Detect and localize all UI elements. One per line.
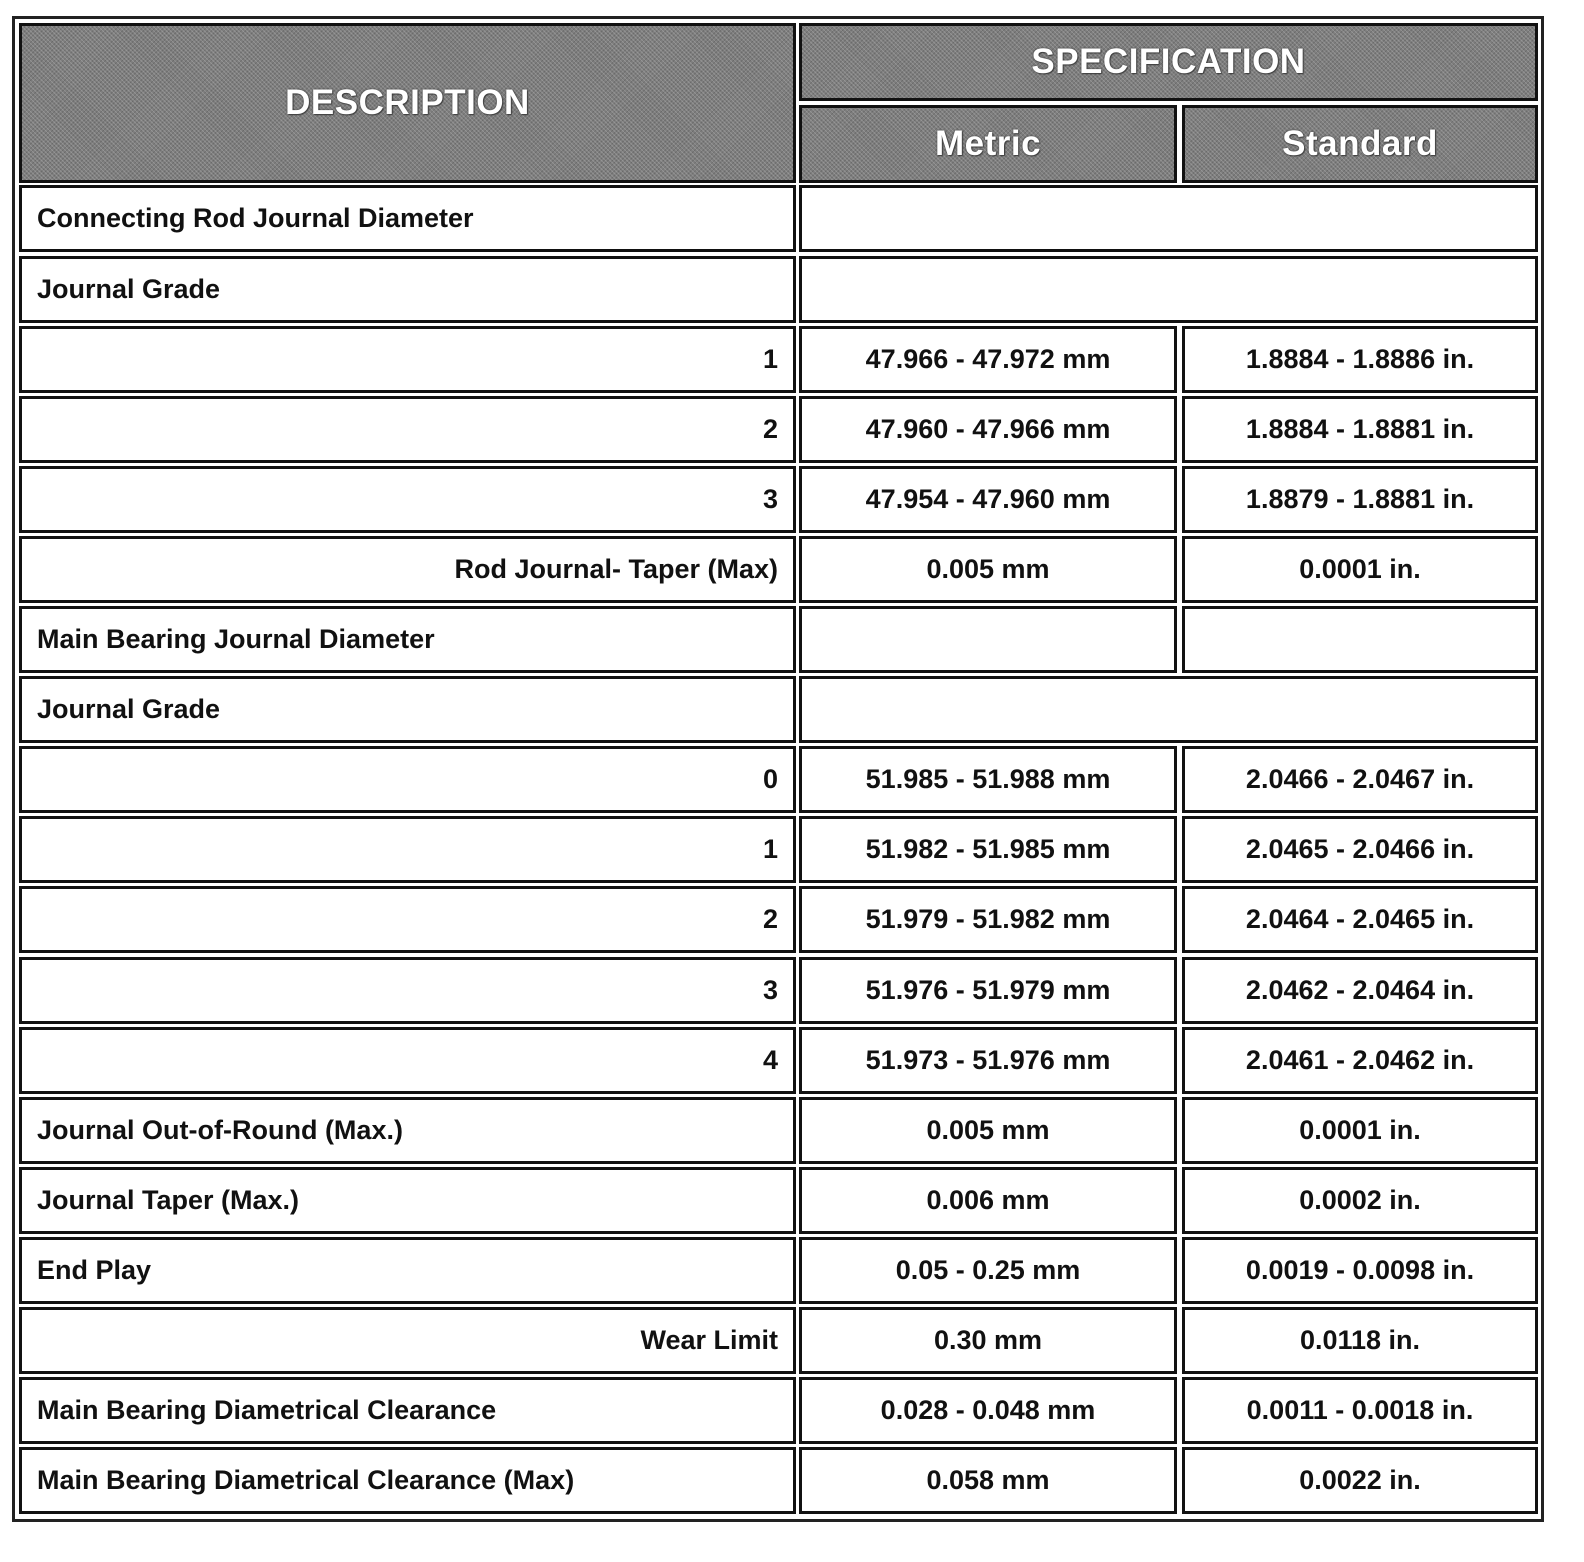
row-standard: 2.0461 - 2.0462 in. [1182, 1027, 1538, 1094]
row-standard: 0.0002 in. [1182, 1167, 1538, 1234]
row-description: Main Bearing Diametrical Clearance [19, 1377, 796, 1444]
row-metric: 51.973 - 51.976 mm [799, 1027, 1177, 1094]
row-metric: 0.30 mm [799, 1307, 1177, 1374]
row-standard: 0.0118 in. [1182, 1307, 1538, 1374]
header-standard: Standard [1182, 105, 1538, 183]
row-description: Connecting Rod Journal Diameter [19, 185, 796, 252]
row-standard: 2.0462 - 2.0464 in. [1182, 957, 1538, 1024]
row-description: End Play [19, 1237, 796, 1304]
row-standard: 2.0465 - 2.0466 in. [1182, 816, 1538, 883]
row-standard: 0.0001 in. [1182, 1097, 1538, 1164]
row-metric: 0.05 - 0.25 mm [799, 1237, 1177, 1304]
row-description: Journal Out-of-Round (Max.) [19, 1097, 796, 1164]
row-metric: 51.982 - 51.985 mm [799, 816, 1177, 883]
row-metric: 0.005 mm [799, 1097, 1177, 1164]
row-standard: 2.0466 - 2.0467 in. [1182, 746, 1538, 813]
row-description: Journal Taper (Max.) [19, 1167, 796, 1234]
row-metric: 0.028 - 0.048 mm [799, 1377, 1177, 1444]
row-metric: 47.960 - 47.966 mm [799, 396, 1177, 463]
row-standard [1182, 606, 1538, 673]
row-description: Journal Grade [19, 676, 796, 743]
row-standard: 0.0001 in. [1182, 536, 1538, 603]
row-standard: 0.0022 in. [1182, 1447, 1538, 1514]
row-description: 0 [19, 746, 796, 813]
row-metric: 51.985 - 51.988 mm [799, 746, 1177, 813]
row-spec-empty [799, 256, 1538, 323]
row-standard: 2.0464 - 2.0465 in. [1182, 886, 1538, 953]
row-description: Main Bearing Diametrical Clearance (Max) [19, 1447, 796, 1514]
row-metric: 47.954 - 47.960 mm [799, 466, 1177, 533]
row-standard: 1.8879 - 1.8881 in. [1182, 466, 1538, 533]
header-metric: Metric [799, 105, 1177, 183]
row-metric: 47.966 - 47.972 mm [799, 326, 1177, 393]
row-standard: 1.8884 - 1.8881 in. [1182, 396, 1538, 463]
row-description: Rod Journal- Taper (Max) [19, 536, 796, 603]
row-metric: 0.005 mm [799, 536, 1177, 603]
row-metric: 51.979 - 51.982 mm [799, 886, 1177, 953]
row-standard: 0.0019 - 0.0098 in. [1182, 1237, 1538, 1304]
row-metric: 0.006 mm [799, 1167, 1177, 1234]
row-description: 4 [19, 1027, 796, 1094]
row-description: Main Bearing Journal Diameter [19, 606, 796, 673]
row-metric: 0.058 mm [799, 1447, 1177, 1514]
row-description: 3 [19, 466, 796, 533]
row-description: 1 [19, 326, 796, 393]
row-description: 1 [19, 816, 796, 883]
row-spec-empty [799, 676, 1538, 743]
row-description: 2 [19, 886, 796, 953]
header-specification: SPECIFICATION [799, 23, 1538, 101]
header-description: DESCRIPTION [19, 23, 796, 183]
row-description: Wear Limit [19, 1307, 796, 1374]
row-description: Journal Grade [19, 256, 796, 323]
row-metric: 51.976 - 51.979 mm [799, 957, 1177, 1024]
row-spec-empty [799, 185, 1538, 252]
row-standard: 0.0011 - 0.0018 in. [1182, 1377, 1538, 1444]
row-standard: 1.8884 - 1.8886 in. [1182, 326, 1538, 393]
row-metric [799, 606, 1177, 673]
row-description: 3 [19, 957, 796, 1024]
row-description: 2 [19, 396, 796, 463]
